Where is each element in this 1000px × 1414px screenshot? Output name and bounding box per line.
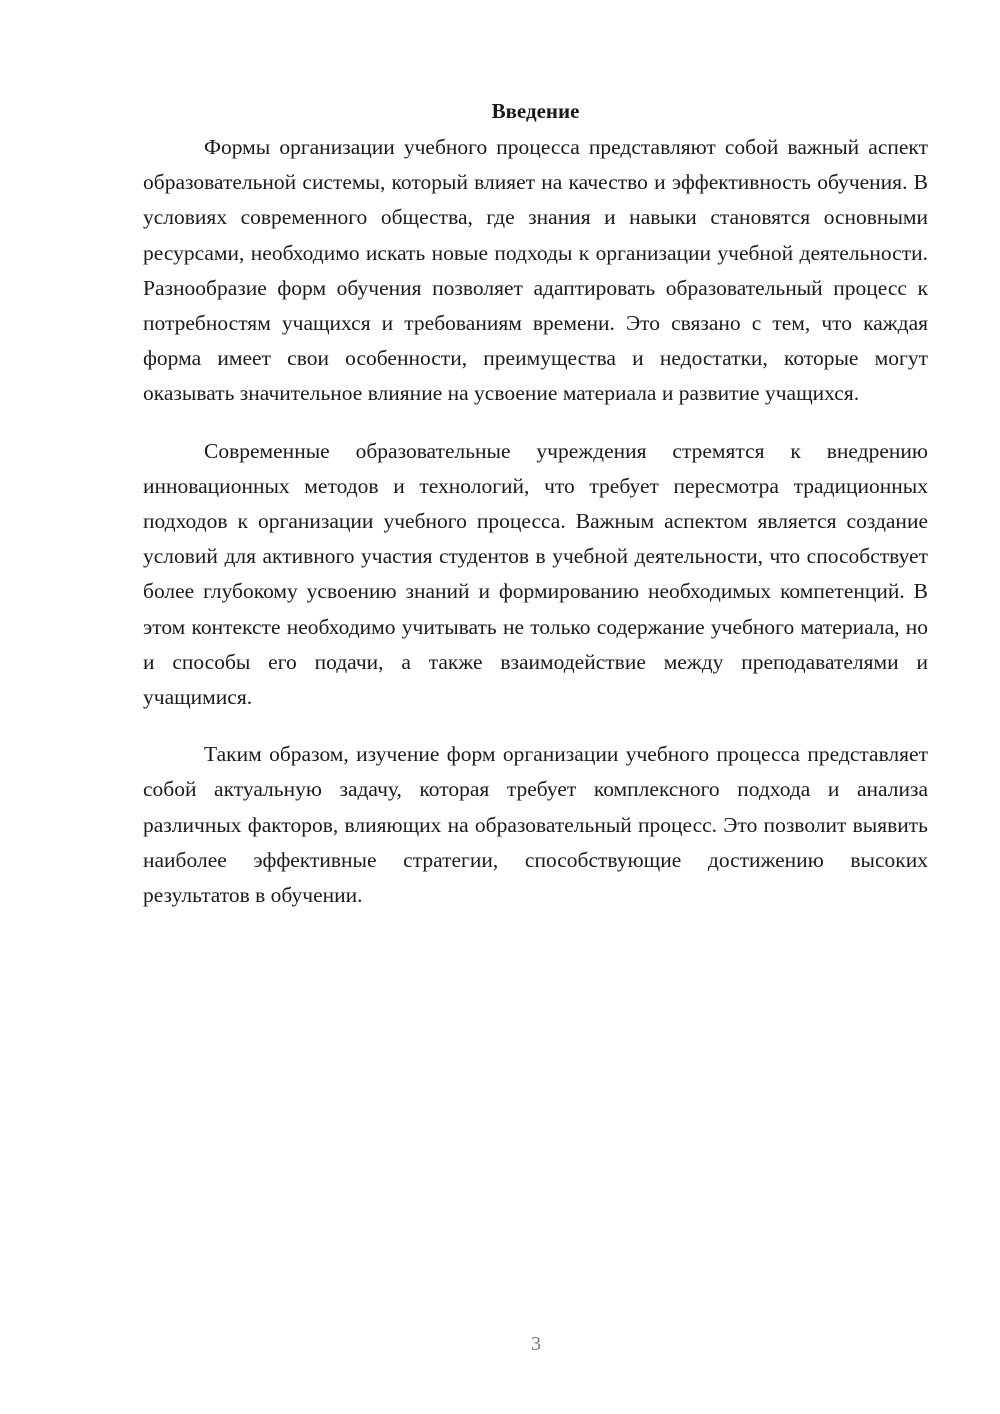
section-heading: Введение	[491, 99, 580, 123]
page-number: 3	[531, 1333, 541, 1355]
paragraph-2: Современные образовательные учреждения стремятся к внедрению инновационных методов и технологий, что требует пересмотра традиционных подходов к организации учебного процесса. Важным аспектом является создание условий для активного участия студентов в учебной деятельности, что способствует более глубокому усвоению знаний и формированию необходимых компетенций. В этом контексте необходимо учитывать не только содержание учебного материала, но и способы его подачи, а также взаимодействие между преподавателями и учащимися.	[143, 438, 928, 710]
paragraph-1: Формы организации учебного процесса представляют собой важный аспект образовательной системы, который влияет на качество и эффективность обучения. В условиях современного общества, где знания и навыки становятся основными ресурсами, необходимо искать новые подходы к организации учебной деятельности. Разнообразие форм обучения позволяет адаптировать образовательный процесс к потребностям учащихся и требованиям времени. Это связано с тем, что каждая форма имеет свои особенности, преимущества и недостатки, которые могут оказывать значительное влияние на усвоение материала и развитие учащихся.	[143, 135, 928, 406]
page-content	[143, 96, 928, 913]
paragraph-3: Таким образом, изучение форм организации учебного процесса представляет собой актуальную задачу, которая требует комплексного подхода и анализа различных факторов, влияющих на образовательный процесс. Это позволит выявить наиболее эффективные стратегии, способствующие достижению высоких результатов в обучении.	[143, 742, 928, 908]
